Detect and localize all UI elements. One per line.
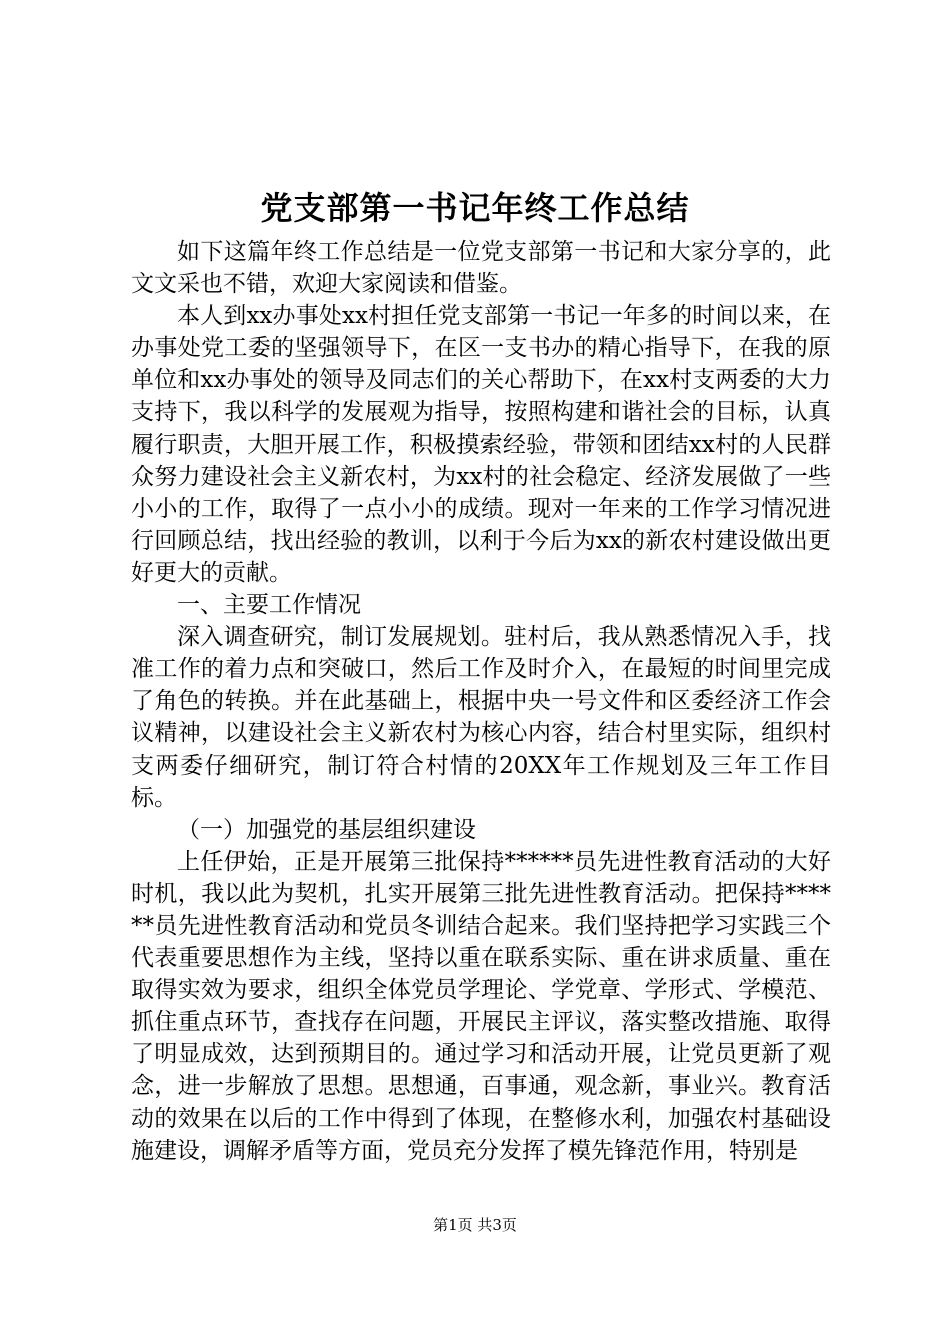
page-number-footer: 第1页 共3页 [433,1216,517,1234]
party-building-paragraph: 上任伊始，正是开展第三批保持******员先进性教育活动的大好时机，我以此为契机，扎实开展第三批先进性教育活动。把保持******员先进性教育活动和党员冬训结合起来。我们坚持把学习实践三个代表重要思想作为主线，坚持以重在联系实际、重在讲求质量、重在取得实效为要求，组织全体党员学理论、学党章、学形式、学模范、抓住重点环节，查找存在问题，开展民主评议，落实整改措施、取得了明显成效，达到预期目的。通过学习和活动开展，让党员更新了观念，进一步解放了思想。思想通，百事通，观念新，事业兴。教育活动的效果在以后的工作中得到了体现，在整修水利，加强农村基础设施建设，调解矛盾等方面，党员充分发挥了模先锋范作用，特别是 [131,848,831,1164]
subsection-heading: （一）加强党的基层组织建设 [177,816,476,843]
background-paragraph: 本人到xx办事处xx村担任党支部第一书记一年多的时间以来，在办事处党工委的坚强领导下，在区一支书办的精心指导下，在我的原单位和xx办事处的领导及同志们的关心帮助下，在xx村支两委的大力支持下，我以科学的发展观为指导，按照构建和谐社会的目标，认真履行职责，大胆开展工作，积极摸索经验，带领和团结xx村的人民群众努力建设社会主义新农村，为xx村的社会稳定、经济发展做了一些小小的工作，取得了一点小小的成绩。现对一年来的工作学习情况进行回顾总结，找出经验的教训，以利于今后为xx的新农村建设做出更好更大的贡献。 [131,303,831,586]
intro-paragraph: 如下这篇年终工作总结是一位党支部第一书记和大家分享的，此文文采也不错，欢迎大家阅读和借鉴。 [131,239,831,298]
document-body [131,236,831,1167]
planning-paragraph: 深入调查研究，制订发展规划。驻村后，我从熟悉情况入手，找准工作的着力点和突破口，然后工作及时介入，在最短的时间里完成了角色的转换。并在此基础上，根据中央一号文件和区委经济工作会议精神，以建设社会主义新农村为核心内容，结合村里实际，组织村支两委仔细研究，制订符合村情的20XX年工作规划及三年工作目标。 [131,624,831,811]
section-heading: 一、主要工作情况 [177,592,361,619]
document-title: 党支部第一书记年终工作总结 [260,189,690,227]
